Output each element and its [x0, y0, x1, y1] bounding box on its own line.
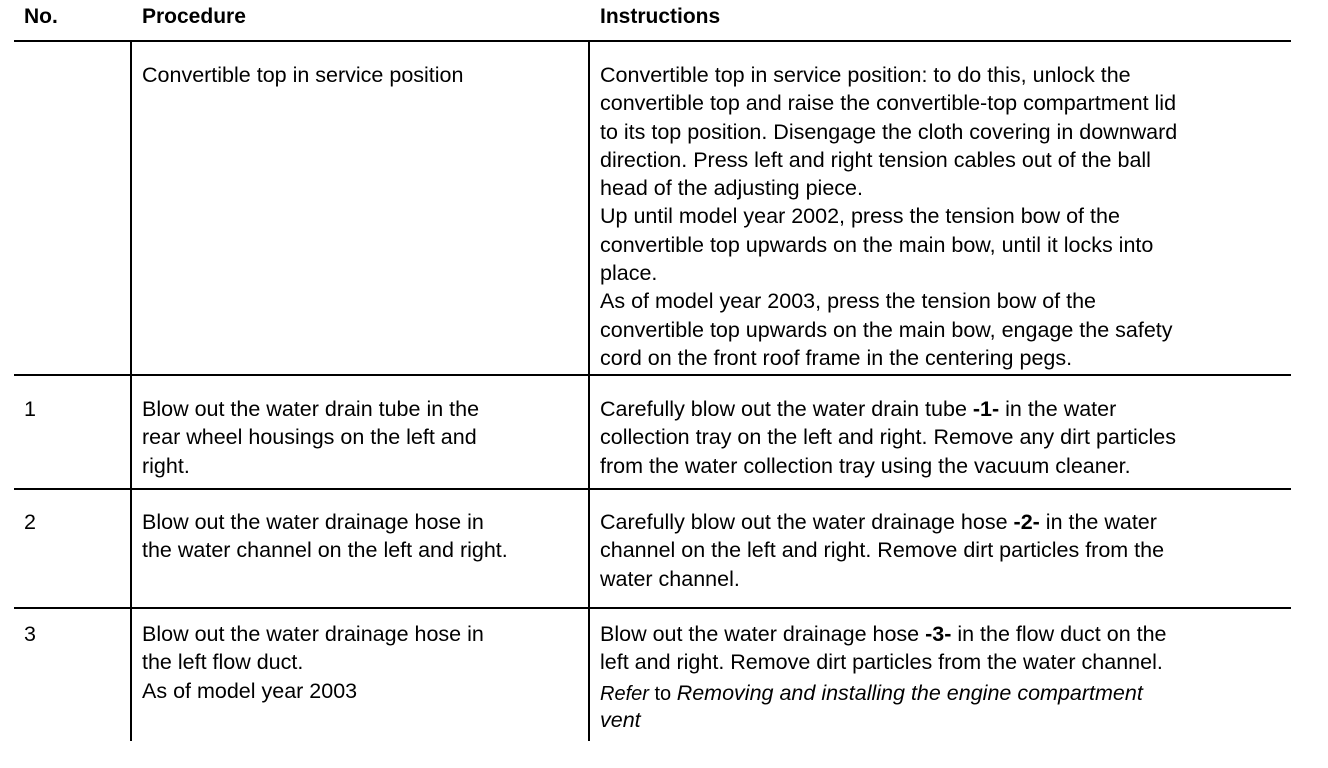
- table-row-2-no: 2: [24, 510, 36, 534]
- instr-text: in the water channel on the left and right. Remove dirt particles from the water channel.: [600, 510, 1165, 591]
- column-divider-1: [130, 41, 132, 741]
- table-row-0-procedure: Convertible top in service position: [142, 63, 464, 87]
- column-divider-2: [588, 41, 590, 741]
- header-instructions: Instructions: [600, 5, 721, 28]
- header-no: No.: [24, 5, 58, 28]
- row-divider-2: [14, 488, 1291, 490]
- item-ref-2: -2-: [1013, 510, 1040, 534]
- table-row-1-no: 1: [24, 397, 36, 421]
- header-divider: [14, 40, 1291, 42]
- table-row-0-instructions: Convertible top in service position: to do this, unlock the convertible top and raise the convertible-top compartment lid to its top position. Disengage the cloth covering in downward direction. Press left and right tension cables out of the ball head of the adjusting piece. Up until model year 2002, press the tension bow of the convertible top upwards on the main bow, until it locks into place. As of model year 2003, press the tension bow of the convertible top upwards on the main bow, engage the safety cord on the front roof frame in the centering pegs.: [600, 63, 1178, 370]
- table-row-1-instructions: [600, 395, 1290, 480]
- table-row-3-no: 3: [24, 622, 36, 646]
- table-row-2-procedure: Blow out the water drainage hose in the water channel on the left and right.: [142, 510, 508, 563]
- row-divider-3: [14, 607, 1291, 609]
- instr-text: in the flow duct on the left and right. Remove dirt particles from the water channel.: [600, 622, 1167, 675]
- item-ref-3: -3-: [925, 622, 952, 646]
- instr-text: Carefully blow out the water drainage hose: [600, 510, 1014, 534]
- refer-title[interactable]: Removing and installing the engine compartment vent: [600, 681, 1143, 732]
- table-row-3-instructions: [600, 620, 1290, 677]
- refer-link[interactable]: [600, 680, 1290, 733]
- header-procedure: Procedure: [142, 5, 246, 28]
- instr-text: Blow out the water drainage hose: [600, 622, 926, 646]
- table-row-1-procedure: Blow out the water drain tube in the rear wheel housings on the left and right.: [142, 397, 480, 478]
- row-divider-1: [14, 374, 1291, 376]
- refer-label: Refer: [600, 683, 649, 705]
- instr-text: Carefully blow out the water drain tube: [600, 397, 973, 421]
- table-row-3-procedure: Blow out the water drainage hose in the left flow duct. As of model year 2003: [142, 622, 484, 703]
- table-row-2-instructions: [600, 508, 1290, 593]
- instr-text: in the water collection tray on the left and right. Remove any dirt particles from the water collection tray using the vacuum cleaner.: [600, 397, 1177, 478]
- item-ref-1: -1-: [972, 397, 1000, 421]
- refer-to: to: [648, 683, 677, 705]
